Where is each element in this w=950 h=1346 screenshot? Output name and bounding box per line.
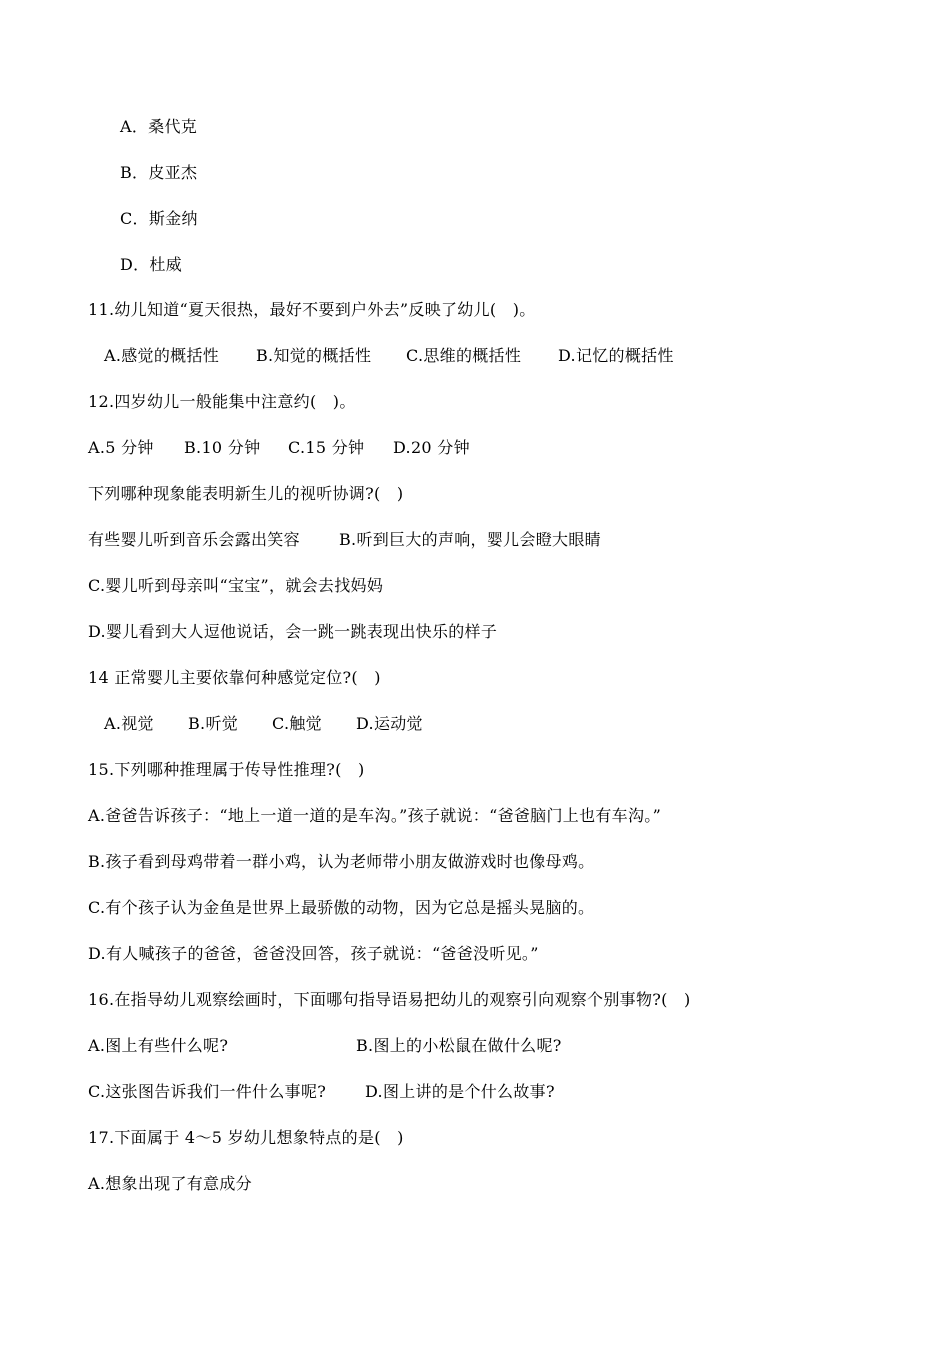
- q14-stem: 14 正常婴儿主要依靠何种感觉定位?( ): [88, 668, 381, 687]
- q13-option-c: C.婴儿听到母亲叫“宝宝”，就会去找妈妈: [88, 576, 384, 595]
- q11-option-d: D.记忆的概括性: [558, 346, 674, 365]
- q12-option-a: A.5 分钟: [88, 438, 154, 457]
- q15-option-c: C.有个孩子认为金鱼是世界上最骄傲的动物，因为它总是摇头晃脑的。: [88, 898, 595, 917]
- q15-option-a: A.爸爸告诉孩子：“地上一道一道的是车沟。”孩子就说：“爸爸脑门上也有车沟。”: [88, 806, 662, 825]
- q12-option-d: D.20 分钟: [393, 438, 470, 457]
- q13-option-a: 有些婴儿听到音乐会露出笑容: [88, 530, 300, 549]
- q16-option-c: C.这张图告诉我们一件什么事呢?: [88, 1082, 327, 1101]
- q17-option-a: A.想象出现了有意成分: [88, 1174, 252, 1193]
- q13-option-d: D.婴儿看到大人逗他说话，会一跳一跳表现出快乐的样子: [88, 622, 498, 641]
- q16-option-a: A.图上有些什么呢?: [88, 1036, 229, 1055]
- q14-option-c: C.触觉: [272, 714, 322, 733]
- q16-option-d: D.图上讲的是个什么故事?: [365, 1082, 555, 1101]
- q16-stem: 16.在指导幼儿观察绘画时，下面哪句指导语易把幼儿的观察引向观察个别事物?( ): [88, 990, 691, 1009]
- prev-option-a: A．桑代克: [120, 117, 198, 136]
- q11-option-c: C.思维的概括性: [406, 346, 522, 365]
- q15-stem: 15.下列哪种推理属于传导性推理?( ): [88, 760, 365, 779]
- q12-stem: 12.四岁幼儿一般能集中注意约( )。: [88, 392, 356, 411]
- q15-option-b: B.孩子看到母鸡带着一群小鸡，认为老师带小朋友做游戏时也像母鸡。: [88, 852, 595, 871]
- q11-option-a: A.感觉的概括性: [104, 346, 220, 365]
- prev-option-b: B．皮亚杰: [120, 163, 198, 182]
- q11-stem: 11.幼儿知道“夏天很热，最好不要到户外去”反映了幼儿( )。: [88, 300, 536, 319]
- q12-option-c: C.15 分钟: [288, 438, 365, 457]
- q11-option-b: B.知觉的概括性: [256, 346, 372, 365]
- q13-option-b: B.听到巨大的声响，婴儿会瞪大眼睛: [339, 530, 601, 549]
- q15-option-d: D.有人喊孩子的爸爸，爸爸没回答，孩子就说：“爸爸没听见。”: [88, 944, 539, 963]
- q12-option-b: B.10 分钟: [184, 438, 261, 457]
- q17-stem: 17.下面属于 4～5 岁幼儿想象特点的是( ): [88, 1128, 404, 1147]
- q14-option-b: B.听觉: [188, 714, 239, 733]
- q14-option-a: A.视觉: [104, 714, 154, 733]
- q13-stem: 下列哪种现象能表明新生儿的视听协调?( ): [88, 484, 404, 503]
- prev-option-d: D．杜威: [120, 255, 183, 274]
- q14-option-d: D.运动觉: [356, 714, 423, 733]
- prev-option-c: C．斯金纳: [120, 209, 198, 228]
- q16-option-b: B.图上的小松鼠在做什么呢?: [356, 1036, 562, 1055]
